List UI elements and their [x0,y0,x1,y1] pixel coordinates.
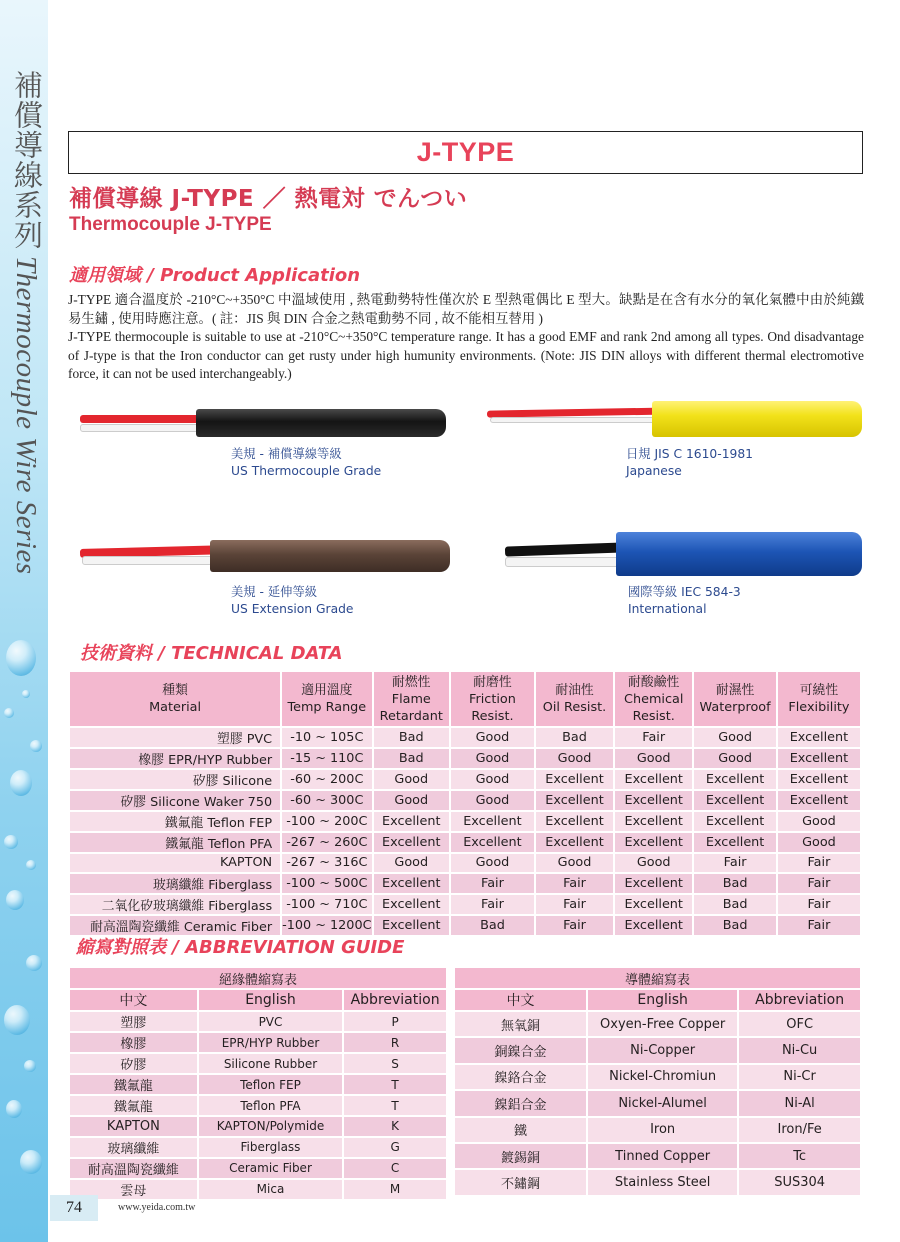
cell-waterproof: Bad [693,873,777,894]
cell-flexibility: Good [777,811,861,832]
cell-abbreviation: Iron/Fe [738,1117,861,1143]
page-number: 74 [50,1195,98,1221]
cell-material: 矽膠 Silicone [69,769,281,790]
cell-friction: Good [450,853,535,873]
cell-english: Ni-Copper [587,1037,738,1063]
cell-abbreviation: R [343,1032,447,1053]
cell-friction: Excellent [450,811,535,832]
cell-flame: Good [373,790,450,811]
subtitle-chinese: 補償導線 J-TYPE ／ 熱電対 でんつい [69,186,468,212]
page-title-box [68,131,863,174]
cell-temp-range: -267 ~ 316C [281,853,372,873]
water-drop-decoration [26,860,36,870]
col-english: English [198,989,343,1011]
cell-chinese: 鎳鉻合金 [454,1064,587,1090]
cell-chinese: 矽膠 [69,1053,198,1074]
cell-material: 橡膠 EPR/HYP Rubber [69,748,281,769]
cell-material: 玻璃纖維 Fiberglass [69,873,281,894]
application-description [68,291,864,384]
cell-temp-range: -100 ~ 200C [281,811,372,832]
cell-flame: Excellent [373,832,450,853]
cell-waterproof: Good [693,748,777,769]
table-row [69,1137,447,1158]
table-row [454,1011,861,1037]
cell-oil: Excellent [535,832,614,853]
cell-temp-range: -100 ~ 710C [281,894,372,915]
description-chinese: J-TYPE 適合溫度於 -210°C~+350°C 中溫域使用 , 熱電動勢特性僅次於 E 型熱電偶比 E 型大。缺點是在含有水分的氧化氣體中由於純鐵易生鏽 , 使用時應注意。( 註：JIS 與 DIN 合金之熱電動勢不同 , 故不能相互替用 ) [68,292,864,326]
cable-label-cn: 美規 - 補償導線等級 [231,447,342,461]
cell-temp-range: -15 ~ 110C [281,748,372,769]
cell-flexibility: Good [777,832,861,853]
cell-abbreviation: K [343,1116,447,1137]
cell-friction: Bad [450,915,535,936]
cell-temp-range: -100 ~ 500C [281,873,372,894]
cell-material: 鐵氟龍 Teflon PFA [69,832,281,853]
table-row [69,769,861,790]
cell-english: PVC [198,1011,343,1032]
cell-chemical: Excellent [614,811,693,832]
section-heading-application: 適用領域 / Product Application [69,265,361,286]
cable-label-en: Japanese [626,464,682,478]
table-row [69,1095,447,1116]
cell-english: Stainless Steel [587,1169,738,1195]
water-drop-decoration [10,770,32,796]
col-chinese: 中文 [454,989,587,1011]
table-row [454,1169,861,1195]
cell-flame: Bad [373,727,450,748]
cell-abbreviation: T [343,1095,447,1116]
header-temp-range: 適用溫度 Temp Range [281,671,372,727]
table-row [69,873,861,894]
cell-temp-range: -100 ~ 1200C [281,915,372,936]
cell-chemical: Excellent [614,769,693,790]
col-chinese: 中文 [69,989,198,1011]
cell-abbreviation: M [343,1179,447,1200]
brown-jacket [210,540,450,572]
cell-chinese: 橡膠 [69,1032,198,1053]
cell-temp-range: -60 ~ 200C [281,769,372,790]
cell-temp-range: -60 ~ 300C [281,790,372,811]
col-abbreviation: Abbreviation [738,989,861,1011]
cell-flame: Bad [373,748,450,769]
cell-waterproof: Bad [693,894,777,915]
cell-english: Ceramic Fiber [198,1158,343,1179]
header-flame-retardant: 耐燃性 Flame Retardant [373,671,450,727]
cell-material: 鐵氟龍 Teflon FEP [69,811,281,832]
cell-flame: Good [373,769,450,790]
insulation-table-title: 絕緣體縮寫表 [69,967,447,989]
table-row [454,1037,861,1063]
cell-chemical: Good [614,853,693,873]
cell-english: Tinned Copper [587,1143,738,1169]
cell-friction: Fair [450,894,535,915]
col-english: English [587,989,738,1011]
table-row [454,1090,861,1116]
cable-label-en: US Thermocouple Grade [231,464,382,478]
cell-flexibility: Fair [777,873,861,894]
cell-english: Silicone Rubber [198,1053,343,1074]
cell-flexibility: Excellent [777,727,861,748]
cell-flexibility: Fair [777,894,861,915]
cell-english: KAPTON/Polymide [198,1116,343,1137]
cell-flame: Good [373,853,450,873]
table-row [69,1032,447,1053]
table-row [69,853,861,873]
cell-abbreviation: Ni-Al [738,1090,861,1116]
cell-friction: Good [450,727,535,748]
table-row [454,1143,861,1169]
cable-label-en: International [628,602,707,616]
cell-abbreviation: Ni-Cu [738,1037,861,1063]
subtitle-english: Thermocouple J-TYPE [69,214,272,235]
cell-waterproof: Fair [693,853,777,873]
water-drop-decoration [30,740,42,752]
section-heading-abbreviation: 縮寫對照表 / ABBREVIATION GUIDE [76,937,405,958]
water-drop-decoration [4,1005,30,1035]
cell-chinese: 鍍錫銅 [454,1143,587,1169]
cell-chemical: Excellent [614,790,693,811]
cell-abbreviation: Ni-Cr [738,1064,861,1090]
cell-material: KAPTON [69,853,281,873]
cell-chinese: 鐵氟龍 [69,1074,198,1095]
cell-chemical: Excellent [614,894,693,915]
cell-oil: Excellent [535,790,614,811]
cell-english: Teflon FEP [198,1074,343,1095]
cell-friction: Good [450,748,535,769]
water-drop-decoration [4,835,18,849]
cell-english: Nickel-Chromiun [587,1064,738,1090]
cell-chemical: Good [614,748,693,769]
cell-material: 矽膠 Silicone Waker 750 [69,790,281,811]
table-row [454,1117,861,1143]
insulation-abbreviation-table [68,966,448,1201]
cell-material: 耐高溫陶瓷纖維 Ceramic Fiber [69,915,281,936]
header-chemical-resist: 耐酸鹼性 Chemical Resist. [614,671,693,727]
table-row [69,1158,447,1179]
cell-chinese: 雲母 [69,1179,198,1200]
conductor-table-title: 導體縮寫表 [454,967,861,989]
cell-abbreviation: P [343,1011,447,1032]
header-material: 種類 Material [69,671,281,727]
cell-chinese: 耐高溫陶瓷纖維 [69,1158,198,1179]
table-row [69,1011,447,1032]
cell-material: 二氧化矽玻璃纖維 Fiberglass [69,894,281,915]
table-row [69,832,861,853]
cell-flame: Excellent [373,894,450,915]
cable-label-cn: 美規 - 延伸等級 [231,585,318,599]
cell-chinese: 塑膠 [69,1011,198,1032]
water-drop-decoration [26,955,42,971]
cell-flexibility: Excellent [777,748,861,769]
cell-english: Teflon PFA [198,1095,343,1116]
cell-flexibility: Excellent [777,790,861,811]
cable-label-cn: 日規 JIS C 1610-1981 [626,447,753,461]
cell-friction: Good [450,790,535,811]
cable-label-japanese [626,446,753,480]
cell-abbreviation: Tc [738,1143,861,1169]
series-vertical-title [10,70,46,575]
website-url: www.yeida.com.tw [118,1202,196,1213]
cell-friction: Good [450,769,535,790]
cell-chinese: 鐵 [454,1117,587,1143]
cable-label-cn: 國際等級 IEC 584-3 [628,585,741,599]
cell-abbreviation: T [343,1074,447,1095]
water-drop-decoration [24,1060,36,1072]
technical-header-row [69,671,861,727]
cell-waterproof: Excellent [693,769,777,790]
table-row [69,1179,447,1200]
cell-abbreviation: SUS304 [738,1169,861,1195]
cell-waterproof: Excellent [693,790,777,811]
water-drop-decoration [20,1150,42,1174]
description-english: J-TYPE thermocouple is suitable to use at -210°C~+350°C temperature range. It has a good EMF and rank 2nd among all types. Ond disadvantage of J-type is that the Iron conductor can get rusty under high humunity environments. (Note: JIS DIN alloys with different thermal electromotive force, it can not be used interchangeably.) [68,329,864,381]
cell-waterproof: Good [693,727,777,748]
table-row [454,1064,861,1090]
cell-flame: Excellent [373,811,450,832]
table-row [69,790,861,811]
technical-data-table [68,670,862,937]
table-row [69,1053,447,1074]
cell-friction: Excellent [450,832,535,853]
cell-flame: Excellent [373,873,450,894]
cell-chemical: Excellent [614,832,693,853]
cell-waterproof: Excellent [693,811,777,832]
cable-label-us-extension [231,584,353,618]
cell-oil: Fair [535,915,614,936]
cell-chinese: 不鏽鋼 [454,1169,587,1195]
page-title: J-TYPE [416,137,515,167]
cell-chinese: 銅鎳合金 [454,1037,587,1063]
cell-english: Nickel-Alumel [587,1090,738,1116]
cell-abbreviation: OFC [738,1011,861,1037]
cell-english: Iron [587,1117,738,1143]
black-jacket [196,409,446,437]
header-friction-resist: 耐磨性 Friction Resist. [450,671,535,727]
header-oil-resist: 耐油性 Oil Resist. [535,671,614,727]
cell-oil: Fair [535,894,614,915]
water-drop-decoration [6,1100,22,1118]
cable-label-us-thermocouple [231,446,381,480]
cell-oil: Excellent [535,811,614,832]
cell-waterproof: Excellent [693,832,777,853]
cell-oil: Good [535,748,614,769]
cell-abbreviation: S [343,1053,447,1074]
water-drop-decoration [6,640,36,676]
blue-jacket [616,532,862,576]
cell-abbreviation: G [343,1137,447,1158]
header-waterproof: 耐濕性 Waterproof [693,671,777,727]
table-row [69,1116,447,1137]
cell-friction: Fair [450,873,535,894]
table-row [69,811,861,832]
cell-flame: Excellent [373,915,450,936]
cell-abbreviation: C [343,1158,447,1179]
table-row [69,748,861,769]
cell-flexibility: Fair [777,915,861,936]
cell-oil: Bad [535,727,614,748]
cell-material: 塑膠 PVC [69,727,281,748]
cell-english: EPR/HYP Rubber [198,1032,343,1053]
cell-oil: Good [535,853,614,873]
cell-temp-range: -267 ~ 260C [281,832,372,853]
yellow-jacket [652,401,862,437]
table-row [69,727,861,748]
cell-english: Mica [198,1179,343,1200]
cell-oil: Fair [535,873,614,894]
cell-flexibility: Excellent [777,769,861,790]
cell-chinese: KAPTON [69,1116,198,1137]
table-row [69,1074,447,1095]
cell-chinese: 鐵氟龍 [69,1095,198,1116]
cell-chemical: Fair [614,727,693,748]
cell-oil: Excellent [535,769,614,790]
col-abbreviation: Abbreviation [343,989,447,1011]
cable-label-international [628,584,741,618]
cell-chemical: Excellent [614,873,693,894]
water-drop-decoration [22,690,30,698]
water-drop-decoration [4,708,14,718]
cell-english: Fiberglass [198,1137,343,1158]
cell-waterproof: Bad [693,915,777,936]
series-title-en: Thermocouple Wire Series [10,256,42,575]
water-drop-decoration [6,890,24,910]
cell-flexibility: Fair [777,853,861,873]
conductor-abbreviation-table [453,966,862,1197]
cell-chinese: 無氧銅 [454,1011,587,1037]
cell-chemical: Excellent [614,915,693,936]
cell-chinese: 鎳鋁合金 [454,1090,587,1116]
cell-english: Oxyen-Free Copper [587,1011,738,1037]
cable-label-en: US Extension Grade [231,602,354,616]
header-flexibility: 可繞性 Flexibility [777,671,861,727]
section-heading-technical: 技術資料 / TECHNICAL DATA [80,643,343,664]
series-title-cn: 補償導線系列 [10,70,44,250]
cell-chinese: 玻璃纖維 [69,1137,198,1158]
cell-temp-range: -10 ~ 105C [281,727,372,748]
table-row [69,894,861,915]
